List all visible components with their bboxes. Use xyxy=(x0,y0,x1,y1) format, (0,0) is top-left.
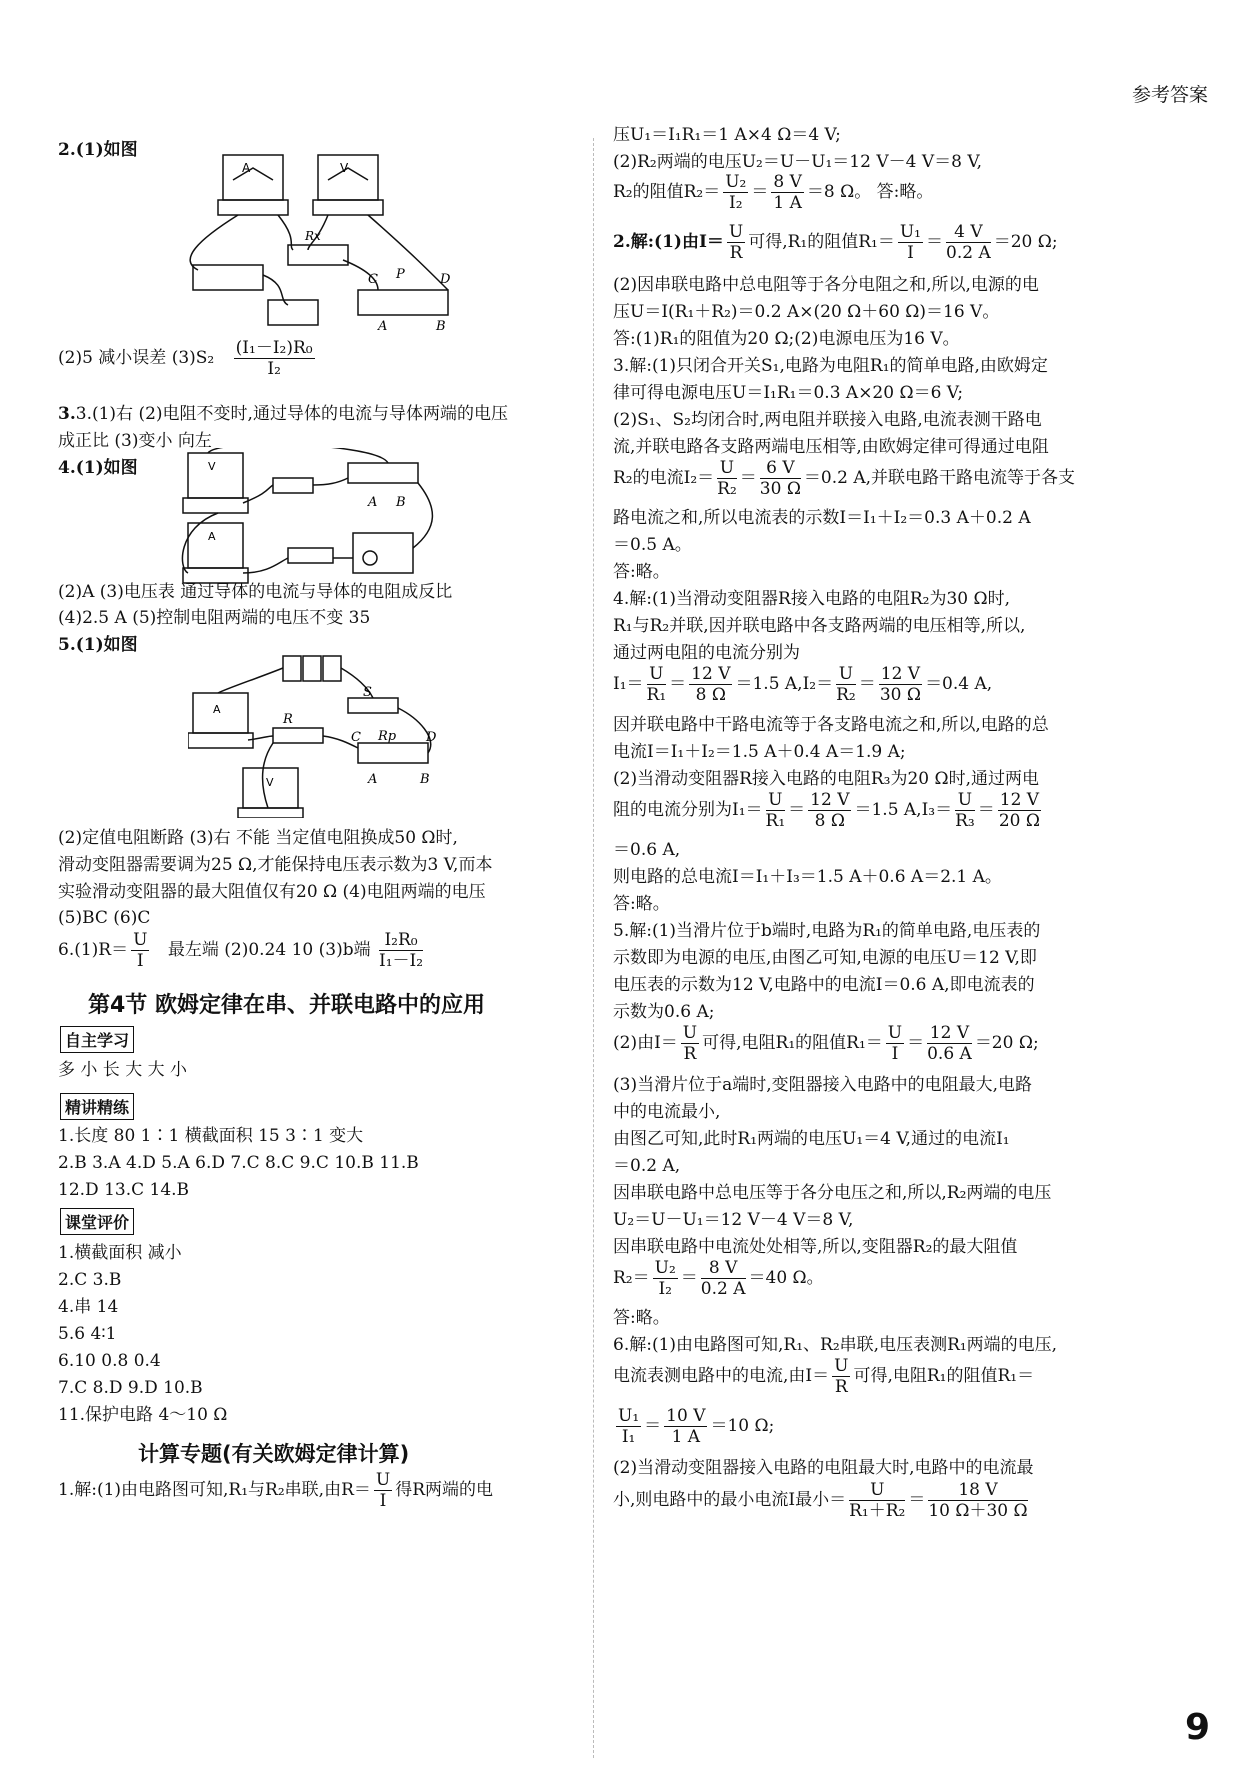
svg-text:Rp: Rp xyxy=(378,729,397,744)
rq2-l3: 压U＝I(R₁＋R₂)＝0.2 A×(20 Ω＋60 Ω)＝16 V。 xyxy=(613,302,1000,322)
svg-text:A: A xyxy=(368,772,378,787)
rq4-l10: 则电路的总电流I＝I₁＋I₃＝1.5 A＋0.6 A＝2.1 A。 xyxy=(613,867,1002,887)
svg-text:R: R xyxy=(283,712,293,727)
calc-q1: 1.解:(1)由电路图可知,R₁与R₂串联,由R＝ $\frac{U}{I}$ 得R两端的电 xyxy=(58,1470,494,1511)
practice-l3: 12.D 13.C 14.B xyxy=(58,1180,190,1200)
circuit-diagram-3 xyxy=(188,648,518,818)
rq2-l2: (2)因串联电路中总电阻等于各分电阻之和,所以,电源的电 xyxy=(613,275,1039,295)
rq5-l13: R₂＝ $\frac{\text{U₂}}{\text{I₂}}$ ＝ $\frac{8 V}{0.2 A}$ ＝40 Ω。 xyxy=(613,1258,824,1299)
svg-text:C: C xyxy=(351,730,361,745)
svg-text:D: D xyxy=(440,272,451,287)
rq5-l12: 因串联电路中电流处处相等,所以,变阻器R₂的最大阻值 xyxy=(613,1237,1018,1257)
svg-text:P: P xyxy=(396,267,405,282)
rq5-l3: 电压表的示数为12 V,电路中的电流I＝0.6 A,即电流表的 xyxy=(613,975,1035,995)
circuit-diagram-1 xyxy=(178,150,498,335)
rq2: 2.解:(1)由I＝ $\frac{U}{R}$ 可得,R₁的阻值R₁＝ $\frac{\text{U₁}}{I}$ ＝ $\frac{4 V}{0.2 A}$ ＝20 Ω; xyxy=(613,222,1058,263)
rq4-l11: 答:略。 xyxy=(613,894,670,914)
rq6-l5: 小,则电路中的最小电流I最小＝ $\frac{U}{\text{R₁＋R₂}}$ ＝ $\frac{18 V}{10 \Omega+30 \Omega}$ xyxy=(613,1480,1028,1521)
header-title: 参考答案 xyxy=(1131,84,1208,106)
q5-l1: (2)定值电阻断路 (3)右 不能 当定值电阻换成50 Ω时, xyxy=(58,828,458,848)
rq5-l1: 5.解:(1)当滑片位于b端时,电路为R₁的简单电路,电压表的 xyxy=(613,921,1041,941)
q3-l2: 成正比 (3)变小 向左 xyxy=(58,431,212,451)
page-number: 9 xyxy=(1184,1707,1210,1748)
eval-1: 1.横截面积 减小 xyxy=(58,1243,182,1263)
svg-text:B: B xyxy=(420,772,430,787)
eval-2: 2.C 3.B xyxy=(58,1270,122,1290)
calc-title: 计算专题(有关欧姆定律计算) xyxy=(138,1442,410,1466)
eval-7: 11.保护电路 4～10 Ω xyxy=(58,1405,228,1425)
rq3-l1: 3.解:(1)只闭合开关S₁,电路为电阻R₁的简单电路,由欧姆定 xyxy=(613,356,1048,376)
rq3-l7: ＝0.5 A。 xyxy=(613,535,692,555)
svg-text:A: A xyxy=(368,495,378,510)
svg-text:B: B xyxy=(396,495,406,510)
rq4-l2: R₁与R₂并联,因并联电路中各支路两端的电压相等,所以, xyxy=(613,616,1026,636)
svg-text:A: A xyxy=(213,703,221,716)
svg-text:V: V xyxy=(340,161,349,175)
practice-l2: 2.B 3.A 4.D 5.A 6.D 7.C 8.C 9.C 10.B 11.B xyxy=(58,1153,419,1173)
r2: (2)R₂两端的电压U₂＝U－U₁＝12 V－4 V＝8 V, xyxy=(613,152,983,172)
self-study-answers: 多 小 长 大 大 小 xyxy=(58,1060,188,1080)
rq5-l5: (2)由I＝ $\frac{U}{R}$ 可得,电阻R₁的阻值R₁＝ $\frac{U}{I}$ ＝ $\frac{12 V}{0.6 A}$ ＝20 Ω; xyxy=(613,1023,1039,1064)
r3: R₂的阻值R₂＝ $\frac{\text{U₂}}{\text{I₂}}$ ＝ $\frac{8 V}{1 A}$ ＝8 Ω。 答:略。 xyxy=(613,172,934,213)
column-divider xyxy=(593,138,595,1758)
svg-text:B: B xyxy=(436,319,446,334)
rq4-l3: 通过两电阻的电流分别为 xyxy=(613,643,800,663)
rq5-l8: 由图乙可知,此时R₁两端的电压U₁＝4 V,通过的电流I₁ xyxy=(613,1129,1010,1149)
rq5-l10: 因串联电路中总电压等于各分电压之和,所以,R₂两端的电压 xyxy=(613,1183,1052,1203)
q2-b: (2)5 减小误差 (3)S₂ $\frac{\text{(I₁－I₂)R₀}}{\text{I₂}}$ xyxy=(58,338,313,379)
rq5-l11: U₂＝U－U₁＝12 V－4 V＝8 V, xyxy=(613,1210,854,1230)
svg-text:V: V xyxy=(208,460,216,473)
eval-4: 5.6 4∶1 xyxy=(58,1324,117,1344)
rq4-l1: 4.解:(1)当滑动变阻器R接入电路的电阻R₂为30 Ω时, xyxy=(613,589,1010,609)
circuit-diagram-2 xyxy=(178,448,518,588)
rq5-l2: 示数即为电源的电压,由图乙可知,电源的电压U＝12 V,即 xyxy=(613,948,1037,968)
rq6-l1: 6.解:(1)由电路图可知,R₁、R₂串联,电压表测R₁两端的电压, xyxy=(613,1335,1058,1355)
practice-l1: 1.长度 80 1∶1 横截面积 15 3∶1 变大 xyxy=(58,1126,364,1146)
svg-text:A: A xyxy=(242,161,251,175)
rq4-l5: 因并联电路中干路电流等于各支路电流之和,所以,电路的总 xyxy=(613,715,1049,735)
rq2-l4: 答:(1)R₁的阻值为20 Ω;(2)电源电压为16 V。 xyxy=(613,329,960,349)
rq5-l4: 示数为0.6 A; xyxy=(613,1002,715,1022)
q5-l3: 实验滑动变阻器的最大阻值仅有20 Ω (4)电阻两端的电压 xyxy=(58,882,486,902)
rq3-l8: 答:略。 xyxy=(613,562,670,582)
q5-head: 5.(1)如图 xyxy=(58,635,138,655)
r1: 压U₁＝I₁R₁＝1 A×4 Ω＝4 V; xyxy=(613,125,841,145)
rq3-l2: 律可得电源电压U＝I₁R₁＝0.3 A×20 Ω＝6 V; xyxy=(613,383,964,403)
rq4-l7: (2)当滑动变阻器R接入电路的电阻R₃为20 Ω时,通过两电 xyxy=(613,769,1040,789)
eval-6: 7.C 8.D 9.D 10.B xyxy=(58,1378,203,1398)
svg-text:S: S xyxy=(363,685,372,700)
rq5-l6: (3)当滑片位于a端时,变阻器接入电路中的电阻最大,电路 xyxy=(613,1075,1033,1095)
svg-text:A: A xyxy=(378,319,388,334)
svg-text:A: A xyxy=(208,530,216,543)
rq5-l9: ＝0.2 A, xyxy=(613,1156,681,1176)
rq3-l5: R₂的电流I₂＝ $\frac{U}{\text{R₂}}$ ＝ $\frac{6 V}{30 \Omega}$ ＝0.2 A,并联电路干路电流等于各支 xyxy=(613,458,1076,499)
svg-text:C: C xyxy=(368,272,378,287)
svg-text:Rx: Rx xyxy=(305,229,321,243)
svg-text:D: D xyxy=(426,730,437,745)
rq5-l7: 中的电流最小, xyxy=(613,1102,721,1122)
tag-practice: 精讲精练 xyxy=(60,1093,134,1120)
rq4-l4: I₁＝ $\frac{U}{\text{R₁}}$ ＝ $\frac{12 V}{8 \Omega}$ ＝1.5 A,I₂＝ $\frac{U}{\text{R₂}}$ ＝ $\frac{12 V}{30 \Omega}$ ＝0.4 A, xyxy=(613,664,993,705)
q4-l2: (4)2.5 A (5)控制电阻两端的电压不变 35 xyxy=(58,608,371,628)
q5-l4: (5)BC (6)C xyxy=(58,908,151,928)
rq4-l8: 阻的电流分别为I₁＝ $\frac{U}{\text{R₁}}$ ＝ $\frac{12 V}{8 \Omega}$ ＝1.5 A,I₃＝ $\frac{U}{\text{R₃}}$ ＝ $\frac{12 V}{20 \Omega}$ xyxy=(613,790,1040,831)
rq4-l9: ＝0.6 A, xyxy=(613,840,681,860)
rq3-l6: 路电流之和,所以电流表的示数I＝I₁＋I₂＝0.3 A＋0.2 A xyxy=(613,508,1031,528)
tag-self-study: 自主学习 xyxy=(60,1026,134,1053)
rq6-l4: (2)当滑动变阻器接入电路的电阻最大时,电路中的电流最 xyxy=(613,1458,1034,1478)
rq6-l3: $\frac{\text{U₁}}{\text{I₁}}$ ＝ $\frac{10 V}{1 A}$ ＝10 Ω; xyxy=(618,1406,775,1447)
page-header xyxy=(60,0,1230,108)
rq6-l2: 电流表测电路中的电流,由I＝ $\frac{U}{R}$ 可得,电阻R₁的阻值R₁＝ xyxy=(613,1356,1035,1397)
rq3-l4: 流,并联电路各支路两端电压相等,由欧姆定律可得通过电阻 xyxy=(613,437,1049,457)
rq4-l6: 电流I＝I₁＋I₂＝1.5 A＋0.4 A＝1.9 A; xyxy=(613,742,906,762)
rq3-l3: (2)S₁、S₂均闭合时,两电阻并联接入电路,电流表测干路电 xyxy=(613,410,1042,430)
q4-l1: (2)A (3)电压表 通过导体的电流与导体的电阻成反比 xyxy=(58,582,453,602)
q5-l2: 滑动变阻器需要调为25 Ω,才能保持电压表示数为3 V,而本 xyxy=(58,855,493,875)
q3-l1: 3.3.(1)右 (2)电阻不变时,通过导体的电流与导体两端的电压 xyxy=(58,404,508,424)
eval-3: 4.串 14 xyxy=(58,1297,119,1317)
q4-head: 4.(1)如图 xyxy=(58,458,138,478)
q6: 6.(1)R＝ $\frac{U}{I}$ 最左端 (2)0.24 10 (3)b端 $\frac{\text{I₂R₀}}{\text{I₁－I₂}}$ xyxy=(58,930,424,971)
svg-text:V: V xyxy=(266,776,274,789)
section-title-4: 第4节 欧姆定律在串、并联电路中的应用 xyxy=(88,993,485,1018)
rq5-l14: 答:略。 xyxy=(613,1308,670,1328)
eval-5: 6.10 0.8 0.4 xyxy=(58,1351,161,1371)
q2-head: 2.(1)如图 xyxy=(58,140,138,160)
tag-evaluation: 课堂评价 xyxy=(60,1208,134,1235)
